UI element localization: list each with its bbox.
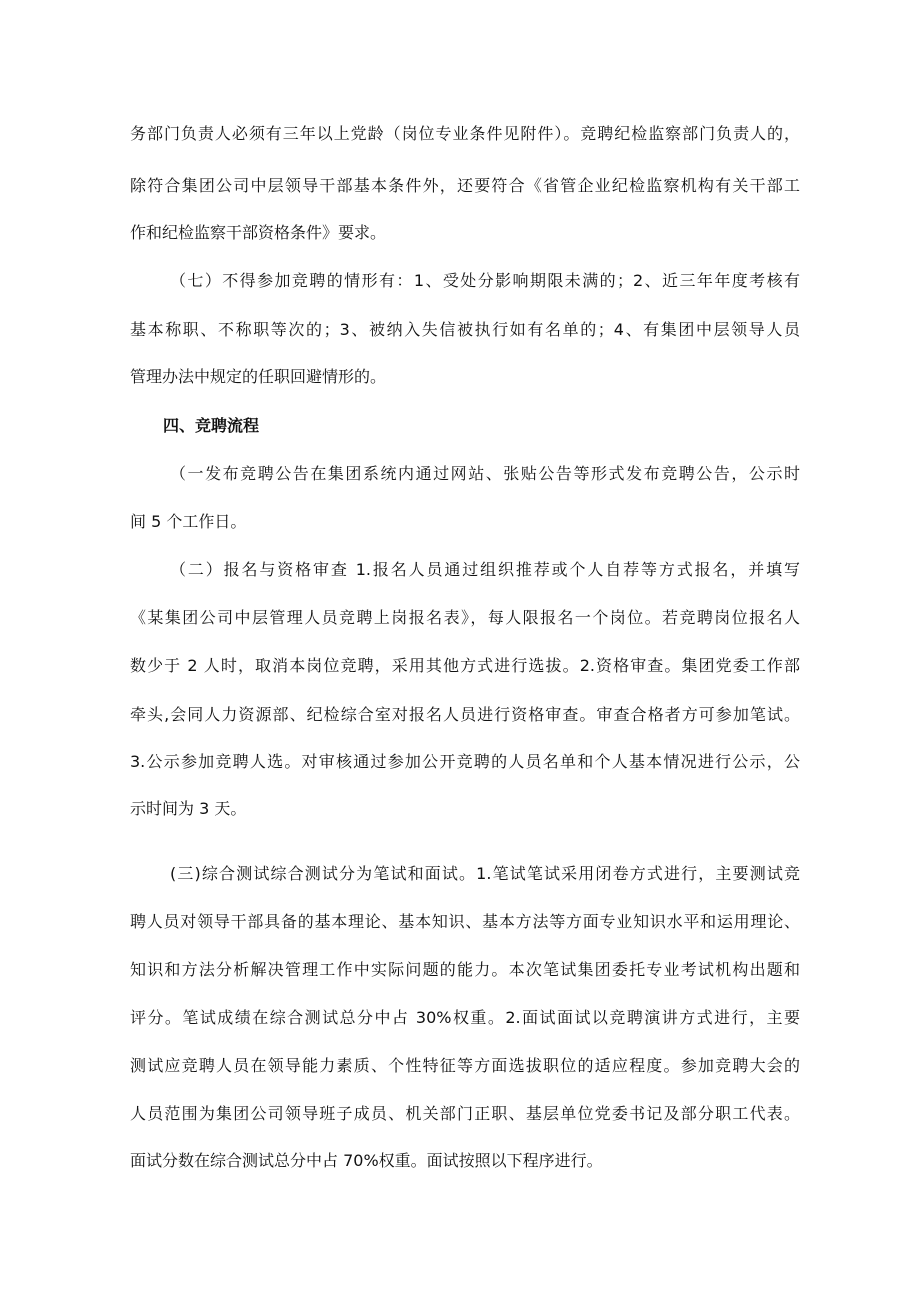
- paragraph-line: 人员范围为集团公司领导班子成员、机关部门正职、基层单位党委书记及部分职工代表。: [130, 1104, 800, 1123]
- paragraph-line: 知识和方法分析解决管理工作中实际问题的能力。本次笔试集团委托专业考试机构出题和: [130, 960, 800, 979]
- paragraph-line: 评分。笔试成绩在综合测试总分中占 30%权重。2.面试面试以竞聘演讲方式进行，主要: [130, 1008, 800, 1027]
- paragraph-line: 作和纪检监察干部资格条件》要求。: [130, 223, 387, 242]
- paragraph-line: 面试分数在综合测试总分中占 70%权重。面试按照以下程序进行。: [130, 1151, 603, 1170]
- paragraph-line: 测试应竞聘人员在领导能力素质、个性特征等方面选拔职位的适应程度。参加竞聘大会的: [130, 1056, 800, 1075]
- paragraph-line: 务部门负责人必须有三年以上党龄（岗位专业条件见附件）。竞聘纪检监察部门负责人的，: [130, 124, 800, 143]
- paragraph-line: 《某集团公司中层管理人员竞聘上岗报名表》，每人限报名一个岗位。若竞聘岗位报名人: [130, 608, 800, 627]
- paragraph-line: 管理办法中规定的任职回避情形的。: [130, 367, 387, 386]
- paragraph-line: （一发布竞聘公告在集团系统内通过网站、张贴公告等形式发布竞聘公告，公示时: [170, 464, 800, 483]
- paragraph-line: 间 5 个工作日。: [130, 512, 247, 531]
- paragraph-line: (三)综合测试综合测试分为笔试和面试。1.笔试笔试采用闭卷方式进行，主要测试竞: [170, 864, 800, 883]
- paragraph-line: 基本称职、不称职等次的；3、被纳入失信被执行如有名单的；4、有集团中层领导人员: [130, 320, 800, 339]
- paragraph-line: 牵头,会同人力资源部、纪检综合室对报名人员进行资格审查。审查合格者方可参加笔试。: [130, 705, 800, 724]
- paragraph-line: （七）不得参加竞聘的情形有：1、受处分影响期限未满的；2、近三年年度考核有: [170, 271, 800, 290]
- section-heading: 四、竞聘流程: [163, 416, 260, 435]
- paragraph-line: 聘人员对领导干部具备的基本理论、基本知识、基本方法等方面专业知识水平和运用理论、: [130, 912, 800, 931]
- paragraph-line: 示时间为 3 天。: [130, 799, 247, 818]
- paragraph-line: （二）报名与资格审查 1.报名人员通过组织推荐或个人自荐等方式报名，并填写: [170, 560, 800, 579]
- paragraph-line: 除符合集团公司中层领导干部基本条件外，还要符合《省管企业纪检监察机构有关干部工: [130, 176, 800, 195]
- paragraph-line: 数少于 2 人时，取消本岗位竞聘，采用其他方式进行选拔。2.资格审查。集团党委工作部: [130, 656, 800, 675]
- paragraph-line: 3.公示参加竞聘人选。对审核通过参加公开竞聘的人员名单和个人基本情况进行公示，公: [130, 752, 800, 771]
